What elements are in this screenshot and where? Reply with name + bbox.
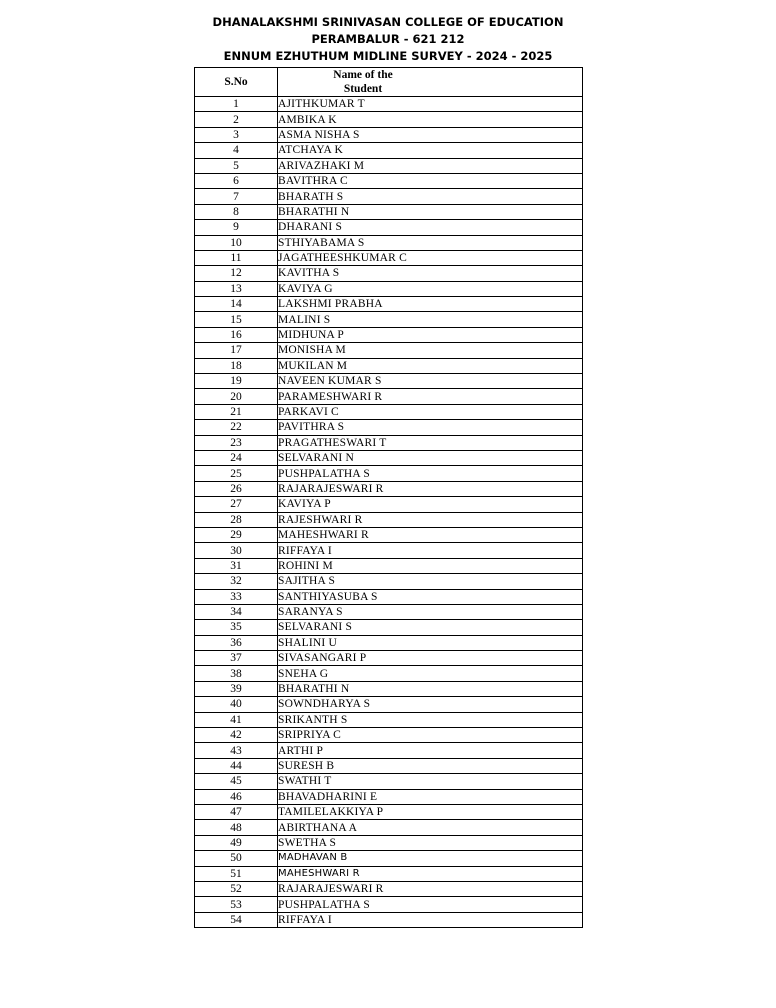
table-row bbox=[195, 558, 583, 573]
table-row bbox=[195, 235, 583, 250]
row-number: 53 bbox=[195, 897, 278, 912]
student-name: SRIPRIYA C bbox=[278, 728, 583, 743]
student-name: DHARANI S bbox=[278, 220, 583, 235]
student-name: SWATHI T bbox=[278, 774, 583, 789]
row-number: 36 bbox=[195, 635, 278, 650]
table-row bbox=[195, 574, 583, 589]
table-row bbox=[195, 712, 583, 727]
table-row bbox=[195, 543, 583, 558]
column-header-sno: S.No bbox=[195, 68, 278, 97]
student-name: SELVARANI S bbox=[278, 620, 583, 635]
row-number: 10 bbox=[195, 235, 278, 250]
row-number: 52 bbox=[195, 881, 278, 896]
row-number: 49 bbox=[195, 835, 278, 850]
table-row bbox=[195, 820, 583, 835]
row-number: 54 bbox=[195, 912, 278, 927]
column-header-name-line1: Name of the bbox=[333, 69, 393, 81]
table-row bbox=[195, 173, 583, 188]
student-name: SAJITHA S bbox=[278, 574, 583, 589]
student-name: PAVITHRA S bbox=[278, 420, 583, 435]
table-row bbox=[195, 512, 583, 527]
row-number: 29 bbox=[195, 527, 278, 542]
student-name: SELVARANI N bbox=[278, 450, 583, 465]
row-number: 7 bbox=[195, 189, 278, 204]
row-number: 8 bbox=[195, 204, 278, 219]
row-number: 9 bbox=[195, 220, 278, 235]
row-number: 24 bbox=[195, 450, 278, 465]
table-row bbox=[195, 189, 583, 204]
table-row bbox=[195, 266, 583, 281]
row-number: 13 bbox=[195, 281, 278, 296]
table-row bbox=[195, 343, 583, 358]
table-row bbox=[195, 666, 583, 681]
student-name: ATCHAYA K bbox=[278, 143, 583, 158]
student-name: ASMA NISHA S bbox=[278, 127, 583, 142]
table-row bbox=[195, 297, 583, 312]
survey-title: ENNUM EZHUTHUM MIDLINE SURVEY - 2024 - 2025 bbox=[223, 49, 553, 63]
student-name: MUKILAN M bbox=[278, 358, 583, 373]
table-row bbox=[195, 497, 583, 512]
table-row bbox=[195, 389, 583, 404]
row-number: 28 bbox=[195, 512, 278, 527]
table-row bbox=[195, 651, 583, 666]
row-number: 31 bbox=[195, 558, 278, 573]
table-row bbox=[195, 804, 583, 819]
student-name: AMBIKA K bbox=[278, 112, 583, 127]
student-name: RAJARAJESWARI R bbox=[278, 481, 583, 496]
row-number: 50 bbox=[195, 851, 278, 866]
student-name: SWETHA S bbox=[278, 835, 583, 850]
student-name: PUSHPALATHA S bbox=[278, 466, 583, 481]
row-number: 6 bbox=[195, 173, 278, 188]
student-name: BHARATH S bbox=[278, 189, 583, 204]
row-number: 34 bbox=[195, 604, 278, 619]
table-row bbox=[195, 143, 583, 158]
row-number: 27 bbox=[195, 497, 278, 512]
row-number: 46 bbox=[195, 789, 278, 804]
table-row bbox=[195, 743, 583, 758]
student-name: BHAVADHARINI E bbox=[278, 789, 583, 804]
student-name: SARANYA S bbox=[278, 604, 583, 619]
row-number: 22 bbox=[195, 420, 278, 435]
student-name: SNEHA G bbox=[278, 666, 583, 681]
row-number: 41 bbox=[195, 712, 278, 727]
table-row bbox=[195, 404, 583, 419]
table-row bbox=[195, 158, 583, 173]
table-row bbox=[195, 912, 583, 927]
row-number: 25 bbox=[195, 466, 278, 481]
table-row bbox=[195, 881, 583, 896]
row-number: 40 bbox=[195, 697, 278, 712]
row-number: 45 bbox=[195, 774, 278, 789]
student-name: KAVIYA P bbox=[278, 497, 583, 512]
row-number: 16 bbox=[195, 327, 278, 342]
row-number: 2 bbox=[195, 112, 278, 127]
table-row bbox=[195, 97, 583, 112]
row-number: 11 bbox=[195, 250, 278, 265]
student-name: RIFFAYA I bbox=[278, 912, 583, 927]
student-name: BAVITHRA C bbox=[278, 173, 583, 188]
student-name: NAVEEN KUMAR S bbox=[278, 374, 583, 389]
row-number: 19 bbox=[195, 374, 278, 389]
student-name: MAHESHWARI R bbox=[278, 527, 583, 542]
row-number: 38 bbox=[195, 666, 278, 681]
row-number: 17 bbox=[195, 343, 278, 358]
table-row bbox=[195, 250, 583, 265]
table-row bbox=[195, 374, 583, 389]
row-number: 18 bbox=[195, 358, 278, 373]
student-name: RAJESHWARI R bbox=[278, 512, 583, 527]
table-row bbox=[195, 281, 583, 296]
table-row bbox=[195, 897, 583, 912]
table-row bbox=[195, 420, 583, 435]
row-number: 48 bbox=[195, 820, 278, 835]
table-row bbox=[195, 312, 583, 327]
row-number: 15 bbox=[195, 312, 278, 327]
row-number: 1 bbox=[195, 97, 278, 112]
student-name: BHARATHI N bbox=[278, 681, 583, 696]
student-name: ABIRTHANA A bbox=[278, 820, 583, 835]
student-name: AJITHKUMAR T bbox=[278, 97, 583, 112]
student-name: MONISHA M bbox=[278, 343, 583, 358]
row-number: 39 bbox=[195, 681, 278, 696]
column-header-name bbox=[278, 68, 583, 97]
student-name: RIFFAYA I bbox=[278, 543, 583, 558]
student-name: SIVASANGARI P bbox=[278, 651, 583, 666]
college-name: DHANALAKSHMI SRINIVASAN COLLEGE OF EDUCATION bbox=[212, 15, 564, 29]
student-name: PARKAVI C bbox=[278, 404, 583, 419]
student-name: MAHESHWARI R bbox=[278, 866, 583, 881]
row-number: 51 bbox=[195, 866, 278, 881]
student-name: SANTHIYASUBA S bbox=[278, 589, 583, 604]
table-row bbox=[195, 481, 583, 496]
table-row bbox=[195, 728, 583, 743]
student-name: PUSHPALATHA S bbox=[278, 897, 583, 912]
student-name: MIDHUNA P bbox=[278, 327, 583, 342]
table-row bbox=[195, 112, 583, 127]
table-row bbox=[195, 450, 583, 465]
table-row bbox=[195, 866, 583, 881]
student-name: ROHINI M bbox=[278, 558, 583, 573]
student-name: MALINI S bbox=[278, 312, 583, 327]
student-name: RAJARAJESWARI R bbox=[278, 881, 583, 896]
college-address: PERAMBALUR - 621 212 bbox=[311, 32, 465, 46]
row-number: 5 bbox=[195, 158, 278, 173]
row-number: 42 bbox=[195, 728, 278, 743]
student-name: SOWNDHARYA S bbox=[278, 697, 583, 712]
row-number: 4 bbox=[195, 143, 278, 158]
student-name: BHARATHI N bbox=[278, 204, 583, 219]
row-number: 26 bbox=[195, 481, 278, 496]
table-row bbox=[195, 589, 583, 604]
student-name: LAKSHMI PRABHA bbox=[278, 297, 583, 312]
table-row bbox=[195, 466, 583, 481]
row-number: 3 bbox=[195, 127, 278, 142]
column-header-name-line2: Student bbox=[343, 83, 383, 95]
row-number: 14 bbox=[195, 297, 278, 312]
student-name: KAVITHA S bbox=[278, 266, 583, 281]
table-row bbox=[195, 604, 583, 619]
row-number: 35 bbox=[195, 620, 278, 635]
table-row bbox=[195, 835, 583, 850]
table-row bbox=[195, 527, 583, 542]
row-number: 23 bbox=[195, 435, 278, 450]
table-row bbox=[195, 220, 583, 235]
student-name: PARAMESHWARI R bbox=[278, 389, 583, 404]
student-name: STHIYABAMA S bbox=[278, 235, 583, 250]
row-number: 33 bbox=[195, 589, 278, 604]
table-row bbox=[195, 435, 583, 450]
table-row bbox=[195, 774, 583, 789]
student-name: ARTHI P bbox=[278, 743, 583, 758]
table-row bbox=[195, 758, 583, 773]
table-row bbox=[195, 681, 583, 696]
student-name: MADHAVAN B bbox=[278, 851, 583, 866]
row-number: 12 bbox=[195, 266, 278, 281]
table-row bbox=[195, 127, 583, 142]
row-number: 37 bbox=[195, 651, 278, 666]
table-row bbox=[195, 697, 583, 712]
row-number: 32 bbox=[195, 574, 278, 589]
student-name: JAGATHEESHKUMAR C bbox=[278, 250, 583, 265]
table-row bbox=[195, 851, 583, 866]
student-name: KAVIYA G bbox=[278, 281, 583, 296]
table-row bbox=[195, 358, 583, 373]
table-row bbox=[195, 635, 583, 650]
row-number: 44 bbox=[195, 758, 278, 773]
row-number: 20 bbox=[195, 389, 278, 404]
student-name: PRAGATHESWARI T bbox=[278, 435, 583, 450]
row-number: 30 bbox=[195, 543, 278, 558]
table-row bbox=[195, 789, 583, 804]
table-row bbox=[195, 620, 583, 635]
student-table bbox=[194, 67, 583, 928]
student-name: SRIKANTH S bbox=[278, 712, 583, 727]
student-name: SHALINI U bbox=[278, 635, 583, 650]
table-row bbox=[195, 204, 583, 219]
document-header bbox=[0, 14, 776, 65]
row-number: 21 bbox=[195, 404, 278, 419]
row-number: 43 bbox=[195, 743, 278, 758]
table-body bbox=[195, 97, 583, 928]
row-number: 47 bbox=[195, 804, 278, 819]
table-row bbox=[195, 327, 583, 342]
student-name: ARIVAZHAKI M bbox=[278, 158, 583, 173]
student-name: SURESH B bbox=[278, 758, 583, 773]
table-header-row bbox=[195, 68, 583, 97]
student-name: TAMILELAKKIYA P bbox=[278, 804, 583, 819]
